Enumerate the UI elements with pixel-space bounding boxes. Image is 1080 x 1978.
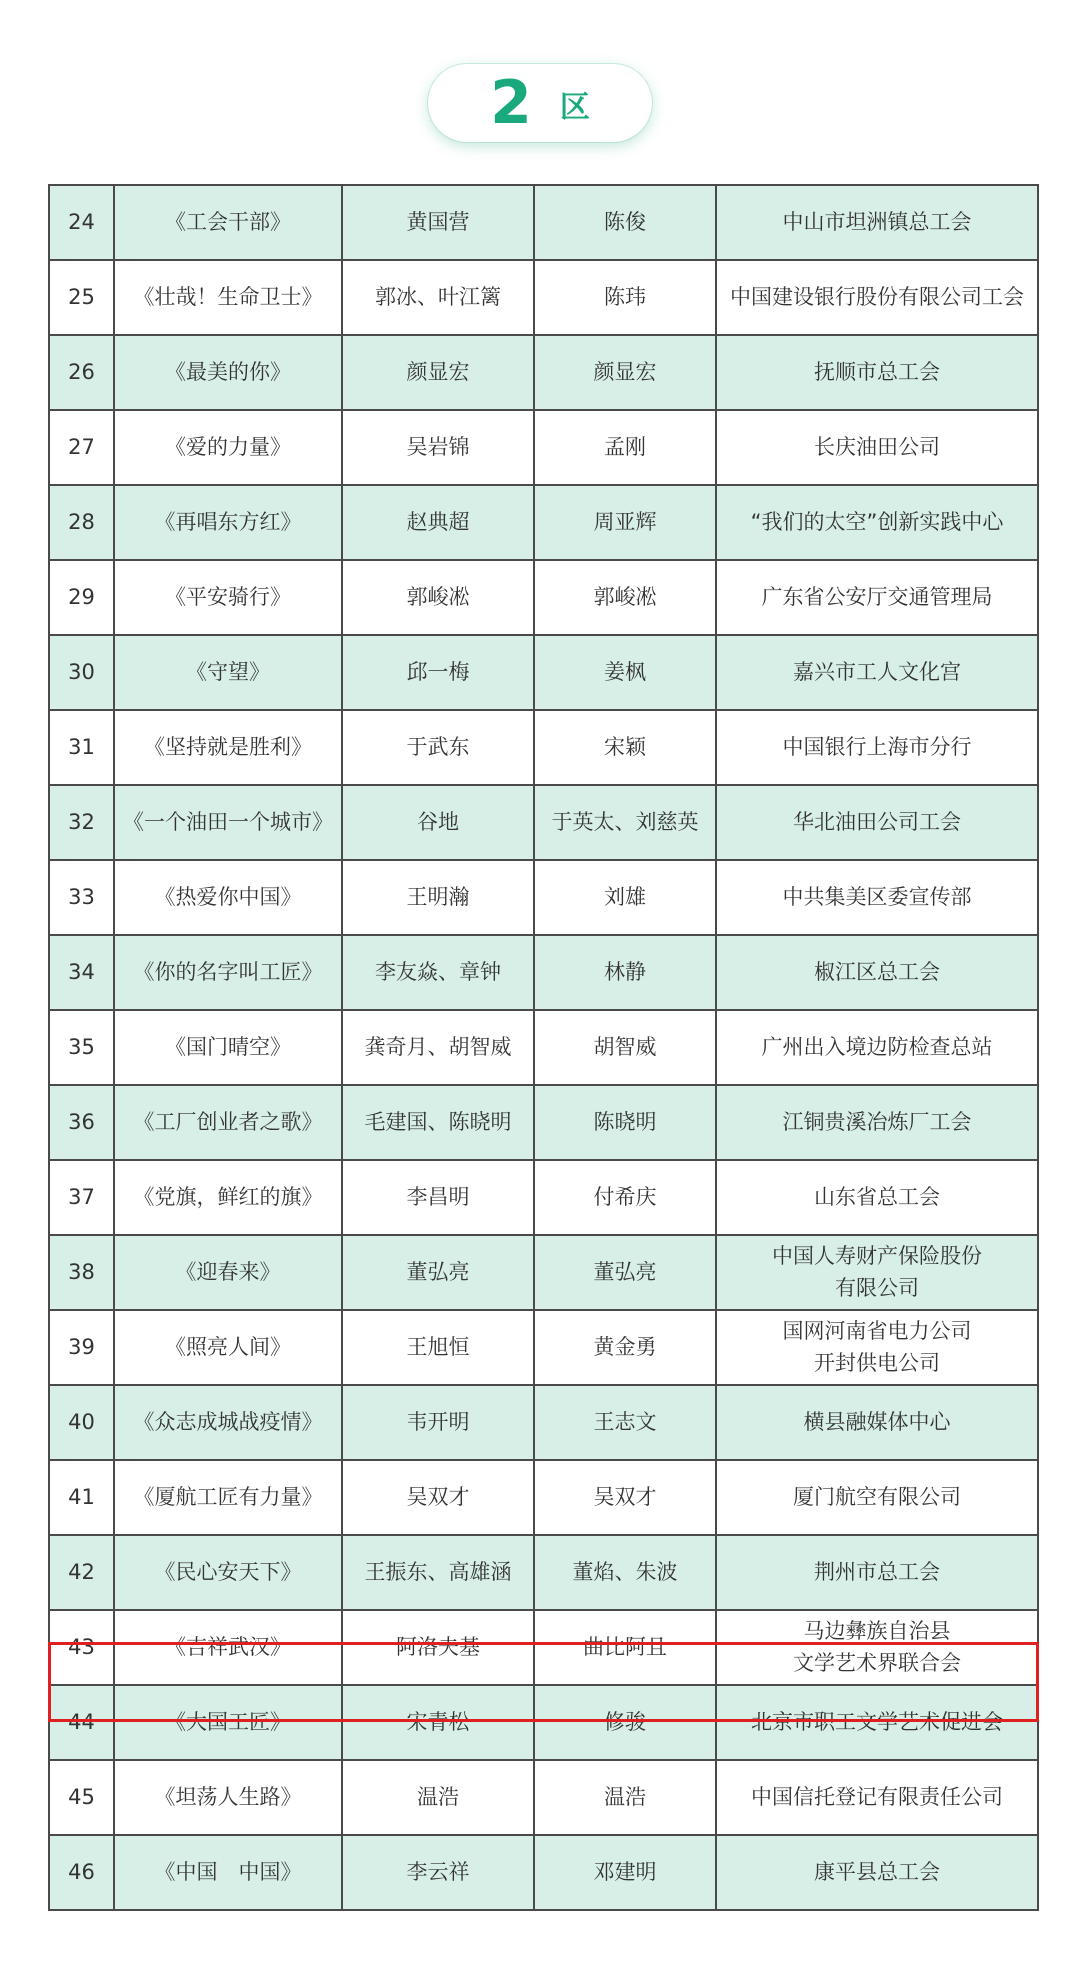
table-row	[49, 1235, 1038, 1310]
organization-line: 有限公司	[835, 1275, 919, 1300]
organization-line: 文学艺术界联合会	[793, 1650, 961, 1675]
table-row	[49, 1460, 1038, 1535]
table-row	[49, 1160, 1038, 1235]
organization	[716, 1235, 1038, 1310]
composer: 董弘亮	[534, 1235, 716, 1310]
table-row	[49, 1385, 1038, 1460]
organization: 广东省公安厅交通管理局	[716, 560, 1038, 635]
song-title: 《迎春来》	[114, 1235, 342, 1310]
table-row	[49, 635, 1038, 710]
organization: 中国信托登记有限责任公司	[716, 1760, 1038, 1835]
organization-line: 中国人寿财产保险股份	[772, 1244, 982, 1268]
song-title: 《你的名字叫工匠》	[114, 935, 342, 1010]
composer: 陈俊	[534, 185, 716, 260]
composer: 陈晓明	[534, 1085, 716, 1160]
table-row	[49, 410, 1038, 485]
composer: 孟刚	[534, 410, 716, 485]
organization: 康平县总工会	[716, 1835, 1038, 1910]
zone-label: 区	[559, 90, 590, 125]
row-number: 24	[49, 185, 114, 260]
organization-line: 国网河南省电力公司	[782, 1319, 972, 1343]
entries-table-wrapper	[48, 184, 1037, 1911]
song-title: 《最美的你》	[114, 335, 342, 410]
table-row	[49, 935, 1038, 1010]
song-title: 《再唱东方红》	[114, 485, 342, 560]
composer: 温浩	[534, 1760, 716, 1835]
composer: 郭峻凇	[534, 560, 716, 635]
organization	[716, 1610, 1038, 1685]
song-title: 《壮哉！生命卫士》	[114, 260, 342, 335]
lyricist: 宋青松	[342, 1685, 534, 1760]
lyricist: 李昌明	[342, 1160, 534, 1235]
song-title: 《民心安天下》	[114, 1535, 342, 1610]
table-row	[49, 485, 1038, 560]
row-number: 33	[49, 860, 114, 935]
song-title: 《平安骑行》	[114, 560, 342, 635]
composer: 邓建明	[534, 1835, 716, 1910]
organization: 抚顺市总工会	[716, 335, 1038, 410]
lyricist: 龚奇月、胡智威	[342, 1010, 534, 1085]
organization	[716, 1310, 1038, 1385]
zone-number: 2	[490, 68, 532, 138]
row-number: 46	[49, 1835, 114, 1910]
table-row-highlighted	[49, 1610, 1038, 1685]
composer: 吴双才	[534, 1460, 716, 1535]
table-row	[49, 560, 1038, 635]
composer: 修骏	[534, 1685, 716, 1760]
lyricist: 阿洛夫基	[342, 1610, 534, 1685]
lyricist: 王振东、高雄涵	[342, 1535, 534, 1610]
lyricist: 温浩	[342, 1760, 534, 1835]
organization: 厦门航空有限公司	[716, 1460, 1038, 1535]
row-number: 42	[49, 1535, 114, 1610]
organization: 江铜贵溪冶炼厂工会	[716, 1085, 1038, 1160]
table-row	[49, 1535, 1038, 1610]
row-number: 28	[49, 485, 114, 560]
row-number: 40	[49, 1385, 114, 1460]
table-row	[49, 335, 1038, 410]
song-title: 《爱的力量》	[114, 410, 342, 485]
song-title: 《吉祥武汉》	[114, 1610, 342, 1685]
organization-line: 马边彝族自治县	[803, 1619, 951, 1643]
row-number: 44	[49, 1685, 114, 1760]
table-row	[49, 1685, 1038, 1760]
table-row	[49, 185, 1038, 260]
composer: 颜显宏	[534, 335, 716, 410]
song-title: 《工会干部》	[114, 185, 342, 260]
table-row	[49, 1835, 1038, 1910]
row-number: 30	[49, 635, 114, 710]
lyricist: 董弘亮	[342, 1235, 534, 1310]
song-title: 《厦航工匠有力量》	[114, 1460, 342, 1535]
table-row	[49, 1010, 1038, 1085]
song-title: 《一个油田一个城市》	[114, 785, 342, 860]
song-title: 《坦荡人生路》	[114, 1760, 342, 1835]
song-title: 《坚持就是胜利》	[114, 710, 342, 785]
lyricist: 吴岩锦	[342, 410, 534, 485]
lyricist: 李云祥	[342, 1835, 534, 1910]
lyricist: 郭冰、叶江篱	[342, 260, 534, 335]
lyricist: 李友焱、章钟	[342, 935, 534, 1010]
lyricist: 吴双才	[342, 1460, 534, 1535]
composer: 宋颖	[534, 710, 716, 785]
lyricist: 毛建国、陈晓明	[342, 1085, 534, 1160]
lyricist: 邱一梅	[342, 635, 534, 710]
lyricist: 颜显宏	[342, 335, 534, 410]
lyricist: 王明瀚	[342, 860, 534, 935]
organization: 荆州市总工会	[716, 1535, 1038, 1610]
organization: 华北油田公司工会	[716, 785, 1038, 860]
composer: 付希庆	[534, 1160, 716, 1235]
song-title: 《照亮人间》	[114, 1310, 342, 1385]
organization-line: 开封供电公司	[814, 1350, 940, 1375]
composer: 董焰、朱波	[534, 1535, 716, 1610]
row-number: 29	[49, 560, 114, 635]
lyricist: 黄国营	[342, 185, 534, 260]
song-title: 《国门晴空》	[114, 1010, 342, 1085]
organization: 山东省总工会	[716, 1160, 1038, 1235]
composer: 王志文	[534, 1385, 716, 1460]
song-title: 《众志成城战疫情》	[114, 1385, 342, 1460]
table-row	[49, 785, 1038, 860]
lyricist: 王旭恒	[342, 1310, 534, 1385]
composer: 黄金勇	[534, 1310, 716, 1385]
table-row	[49, 860, 1038, 935]
song-title: 《中国 中国》	[114, 1835, 342, 1910]
organization: 北京市职工文学艺术促进会	[716, 1685, 1038, 1760]
composer: 陈玮	[534, 260, 716, 335]
row-number: 45	[49, 1760, 114, 1835]
lyricist: 韦开明	[342, 1385, 534, 1460]
organization: 中山市坦洲镇总工会	[716, 185, 1038, 260]
row-number: 41	[49, 1460, 114, 1535]
row-number: 31	[49, 710, 114, 785]
organization: 广州出入境边防检查总站	[716, 1010, 1038, 1085]
table-row	[49, 1760, 1038, 1835]
lyricist: 于武东	[342, 710, 534, 785]
row-number: 26	[49, 335, 114, 410]
row-number: 38	[49, 1235, 114, 1310]
row-number: 34	[49, 935, 114, 1010]
table-row	[49, 1085, 1038, 1160]
table-row	[49, 260, 1038, 335]
row-number: 36	[49, 1085, 114, 1160]
composer: 曲比阿且	[534, 1610, 716, 1685]
composer: 于英太、刘慈英	[534, 785, 716, 860]
organization: “我们的太空”创新实践中心	[716, 485, 1038, 560]
lyricist: 赵典超	[342, 485, 534, 560]
song-title: 《大国工匠》	[114, 1685, 342, 1760]
lyricist: 谷地	[342, 785, 534, 860]
row-number: 27	[49, 410, 114, 485]
composer: 胡智威	[534, 1010, 716, 1085]
composer: 姜枫	[534, 635, 716, 710]
table-row	[49, 710, 1038, 785]
row-number: 32	[49, 785, 114, 860]
row-number: 37	[49, 1160, 114, 1235]
song-title: 《守望》	[114, 635, 342, 710]
entries-table	[48, 184, 1039, 1911]
row-number: 35	[49, 1010, 114, 1085]
organization: 长庆油田公司	[716, 410, 1038, 485]
row-number: 25	[49, 260, 114, 335]
composer: 刘雄	[534, 860, 716, 935]
organization: 中国建设银行股份有限公司工会	[716, 260, 1038, 335]
zone-header	[428, 64, 652, 142]
song-title: 《工厂创业者之歌》	[114, 1085, 342, 1160]
organization: 中共集美区委宣传部	[716, 860, 1038, 935]
song-title: 《党旗，鲜红的旗》	[114, 1160, 342, 1235]
row-number: 43	[49, 1610, 114, 1685]
composer: 林静	[534, 935, 716, 1010]
organization: 中国银行上海市分行	[716, 710, 1038, 785]
song-title: 《热爱你中国》	[114, 860, 342, 935]
organization: 椒江区总工会	[716, 935, 1038, 1010]
lyricist: 郭峻凇	[342, 560, 534, 635]
organization: 嘉兴市工人文化宫	[716, 635, 1038, 710]
row-number: 39	[49, 1310, 114, 1385]
composer: 周亚辉	[534, 485, 716, 560]
organization: 横县融媒体中心	[716, 1385, 1038, 1460]
table-row	[49, 1310, 1038, 1385]
